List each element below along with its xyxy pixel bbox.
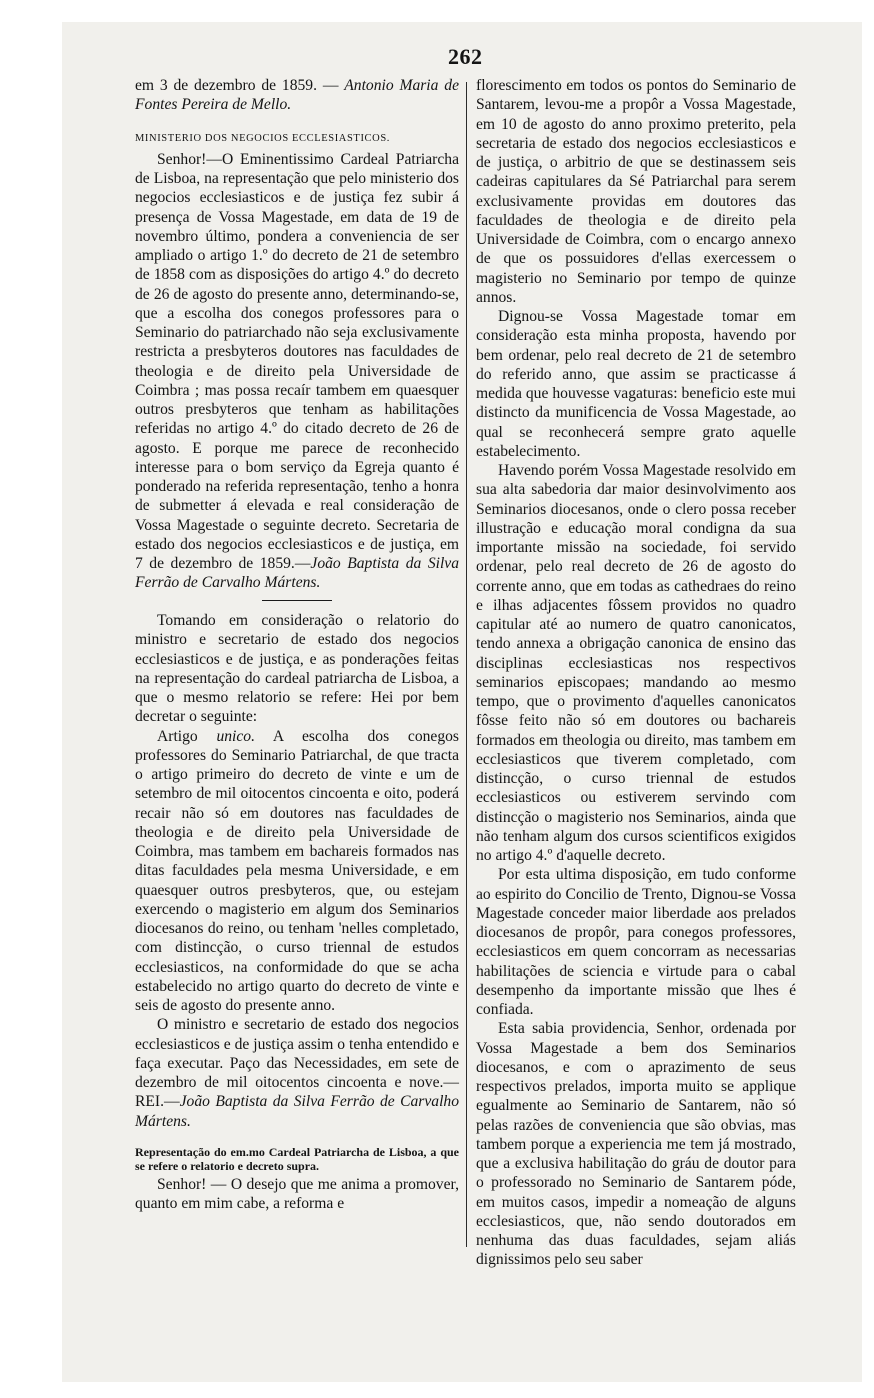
article-text: A escolha dos conegos professores do Seminario Patriarchal, de que tracta o artigo primeiro do decreto de vinte e um de setembro de mil oitocentos cincoenta e oito, poderá recair não só em doutores nas faculdades de theologia e de direito pela Universidade de Coimbra, mas tambem em bachareis formados nas ditas faculdades pela mesma Universidade, e em quaesquer outros presbyteros, que, ou estejam exercendo o magisterio em algum dos Seminarios diocesanos do reino, ou tenham 'nelles completado, com distincção, o curso triennal de estudos ecclesiasticos, na conformidade do que se acha estabelecido no artigo quarto do decreto de vinte e seis de agosto do presente anno. xyxy=(135,727,459,1015)
paragraph-dignou: Dignou-se Vossa Magestade tomar em consideração esta minha proposta, havendo por bem ordenar, pelo real decreto de 21 de setembro do referido anno, que assim se practicasse á medida que houvesse vagaturas: beneficio este mui distincto da munificencia de Vossa Magestade, ao qual se reconhecerá sempre grato aquelle estabelecimento. xyxy=(476,308,796,460)
page-number: 262 xyxy=(448,44,483,69)
paragraph-ultima-disposicao: Por esta ultima disposição, em tudo conforme ao espirito do Concilio de Trento, Dignou-se Vossa Magestade conceder maior liberdade aos prelados diocesanos de propôr, para conegos professores, ecclesiasticos em quem concorram as necessarias habilitações de sciencia e virtude para o cabal desempenho da importante missão que lhes é confiada. xyxy=(476,866,796,1018)
paragraph-representation-start: Senhor! — O desejo que me anima a promover, quanto em mim cabe, a reforma e xyxy=(135,1175,459,1213)
paragraph-havendo: Havendo porém Vossa Magestade resolvido em sua alta sabedoria dar maior desinvolvimento aos Seminarios diocesanos, onde o clero possa receber illustração e educação moral condigna da sua importante missão na sociedade, foi servido ordenar, pelo real decreto de 26 de agosto do corrente anno, que em todas as cathedraes do reino e ilhas adjacentes fôssem providos no quadro capitular até ao numero de quatro canonicatos, tendo annexa a obrigação canonica de ensino das disciplinas ecclesiasticas nos respectivos seminarios episcopaes; mandando ao mesmo tempo, que o provimento d'aquelles canonicatos fôsse feito não só em doutores ou bachareis formados em theologia ou direito, mas tambem em ecclesiasticos que tiverem completado, com distincção, o curso triennal de estudos ecclesiasticos ou estiverem servindo com distincção o magisterio nos Seminarios, ainda que não tenham algum dos cursos scientificos exigidos no artigo 4.º d'aquelle decreto. xyxy=(476,462,796,864)
paragraph-florescimento: florescimento em todos os pontos do Seminario de Santarem, levou-me a propôr a Vossa Magestade, em 10 de agosto do anno proximo preterito, pela secretaria de estado dos negocios ecclesiasticos e de justiça, o arbitrio de que se destinassem seis cadeiras capitulares da Sé Patriarchal para serem exclusivamente providas em doutores das faculdades de theologia e de direito pela Universidade de Coimbra, com o encargo annexo de que os possuidores d'ellas exercessem o magisterio no Seminario por tempo de quinze annos. xyxy=(476,77,796,306)
signature-fontes: Antonio Maria de Fontes Pereira de Mello. xyxy=(135,77,459,114)
paragraph-decree-article xyxy=(135,727,459,1016)
closing-text: O ministro e secretario de estado dos negocios ecclesiasticos e de justiça assim o tenha entendido e faça executar. Paço das Necessidades, em sete de dezembro de mil oitocentos cincoenta e nove.—REI.— xyxy=(135,1016,459,1111)
paragraph-report xyxy=(135,150,459,593)
dateline-text: em 3 de dezembro de 1859. — xyxy=(135,77,345,94)
representation-title: Representação do em.mo Cardeal Patriarcha de Lisboa, a que se refere o relatorio e decreto supra. xyxy=(135,1144,459,1173)
signature-martens-1: João Baptista da Silva Ferrão de Carvalho Mártens. xyxy=(135,555,460,592)
left-column xyxy=(135,76,459,1213)
signature-martens-2: João Baptista da Silva Ferrão de Carvalho Mártens. xyxy=(135,1093,459,1130)
paragraph-dateline xyxy=(135,76,459,115)
column-divider xyxy=(466,82,467,1247)
ministry-heading: MINISTERIO DOS NEGOCIOS ECCLESIASTICOS. xyxy=(135,132,390,144)
paragraph-sabia-providencia: Esta sabia providencia, Senhor, ordenada por Vossa Magestade a bem dos Seminarios diocesanos, e com o aprazimento de seus respectivos prelados, importa muito se applique egualmente ao Seminario de Santarem, não só pelas razões de conveniencia que são obvias, mas tambem porque a experiencia me tem já mostrado, que a exclusiva habilitação do gráu de doutor para o professorado no Seminario de Santarem póde, em muitos casos, impedir a nomeação de alguns ecclesiasticos, que, não sendo doutorados em nenhuma das duas faculdades, sejam aliás dignissimos pelo seu saber xyxy=(476,1020,796,1269)
article-unico: unico. xyxy=(216,727,255,745)
section-divider xyxy=(262,600,332,602)
paragraph-decree-intro: Tomando em consideração o relatorio do ministro e secretario de estado dos negocios ecclesiasticos e de justiça, e as ponderações feitas na representação do cardeal patriarcha de Lisboa, a que o mesmo relatorio se refere: Hei por bem decretar o seguinte: xyxy=(135,612,459,726)
paragraph-decree-closing xyxy=(135,1015,459,1131)
article-lead: Artigo xyxy=(157,727,217,745)
report-text: Senhor!—O Eminentissimo Cardeal Patriarcha de Lisboa, na representação que pelo ministerio dos negocios ecclesiasticos e de justiça fez subir á presença de Vossa Magestade, em data de 19 de novembro último, pondera a conveniencia de ser ampliado o artigo 1.º do decreto de 21 de setembro de 1858 com as disposições do artigo 4.º do decreto de 26 de agosto do presente anno, determinando-se, que a escolha dos conegos professores para o Seminario do patriarchado não seja exclusivamente restricta a presbyteros doutores nas faculdades de theologia e de direito pela Universidade de Coimbra ; mas possa recaír tambem em quaesquer outros presbyteros que tenham as habilitações referidas no artigo 4.º do citado decreto de 26 de agosto. E porque me parece de reconhecido interesse para o bom serviço da Egreja quanto é ponderado na referida representação, tenho a honra de submetter á elevada e real consideração de Vossa Magestade o seguinte decreto. Secretaria de estado dos negocios ecclesiasticos e de justiça, em 7 de dezembro de 1859.— xyxy=(135,150,459,572)
right-column xyxy=(476,76,796,1270)
